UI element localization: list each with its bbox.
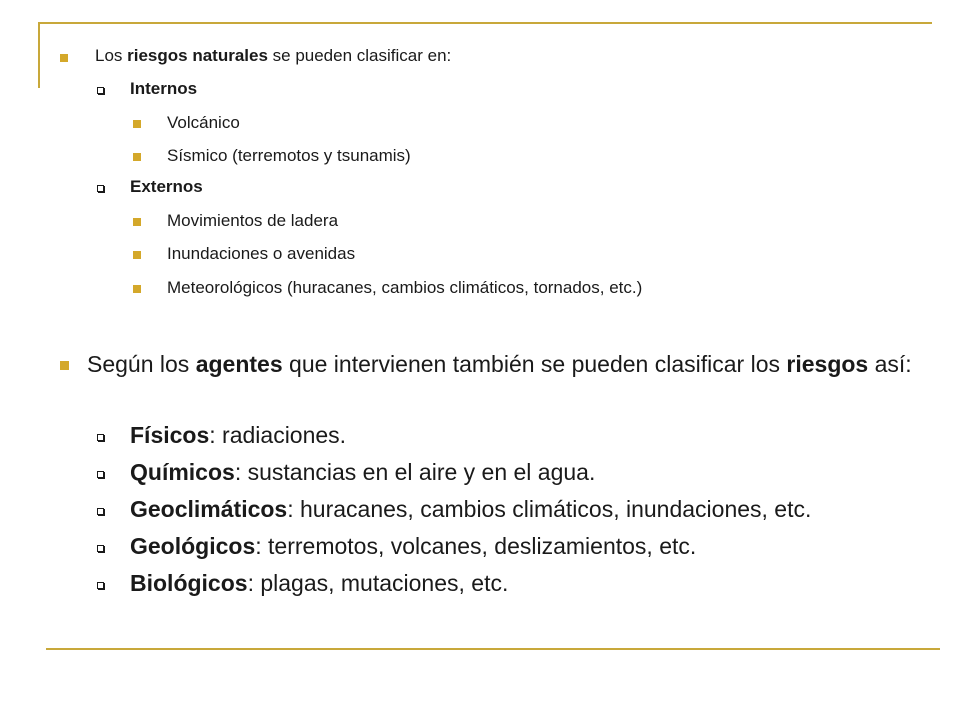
type-term: Biológicos [130,570,248,596]
intro-prefix: Los [95,46,128,65]
type-desc: : plagas, mutaciones, etc. [247,570,509,596]
agents-text: que intervienen también se pueden clasificar los [282,351,787,377]
agents-text: así: [868,351,912,377]
hollow-square-bullet-icon [97,545,104,552]
hollow-square-bullet-icon [97,471,104,478]
external-item: Movimientos de ladera [167,211,339,230]
type-desc: : sustancias en el aire y en el agua. [234,459,596,485]
bullet-square-icon [60,361,69,370]
bullet-square-icon [133,251,141,259]
external-item: Meteorológicos (huracanes, cambios climáticos, tornados, etc.) [167,278,643,297]
external-item: Inundaciones o avenidas [167,244,356,263]
internal-label: Internos [130,79,198,98]
type-item [130,570,508,597]
type-desc: : huracanes, cambios climáticos, inundaciones, etc. [287,496,812,522]
bullet-square-icon [133,285,141,293]
hollow-square-bullet-icon [97,434,104,441]
type-item [130,496,811,523]
hollow-square-bullet-icon [97,185,104,192]
type-term: Geológicos [130,533,256,559]
left-rule [38,22,40,88]
bottom-rule [46,648,940,650]
hollow-square-bullet-icon [97,582,104,589]
bullet-square-icon [60,54,68,62]
top-rule [38,22,932,24]
bullet-square-icon [133,218,141,226]
type-item [130,459,595,486]
hollow-square-bullet-icon [97,87,104,94]
internal-item: Sísmico (terremotos y tsunamis) [167,146,411,165]
type-desc: : radiaciones. [209,422,347,448]
bullet-square-icon [133,120,141,128]
hollow-square-bullet-icon [97,508,104,515]
type-desc: : terremotos, volcanes, deslizamientos, etc. [255,533,697,559]
external-label: Externos [130,177,203,196]
intro-line [95,46,451,66]
bullet-square-icon [133,153,141,161]
agents-paragraph [87,347,930,381]
agents-bold: riesgos [786,351,869,377]
type-term: Químicos [130,459,235,485]
agents-bold: agentes [195,351,283,377]
type-item [130,422,346,449]
type-term: Geoclimáticos [130,496,288,522]
intro-suffix: se pueden clasificar en: [267,46,452,65]
type-item [130,533,696,560]
agents-text: Según los [87,351,196,377]
internal-item: Volcánico [167,113,240,132]
type-term: Físicos [130,422,210,448]
intro-bold: riesgos naturales [127,46,268,65]
